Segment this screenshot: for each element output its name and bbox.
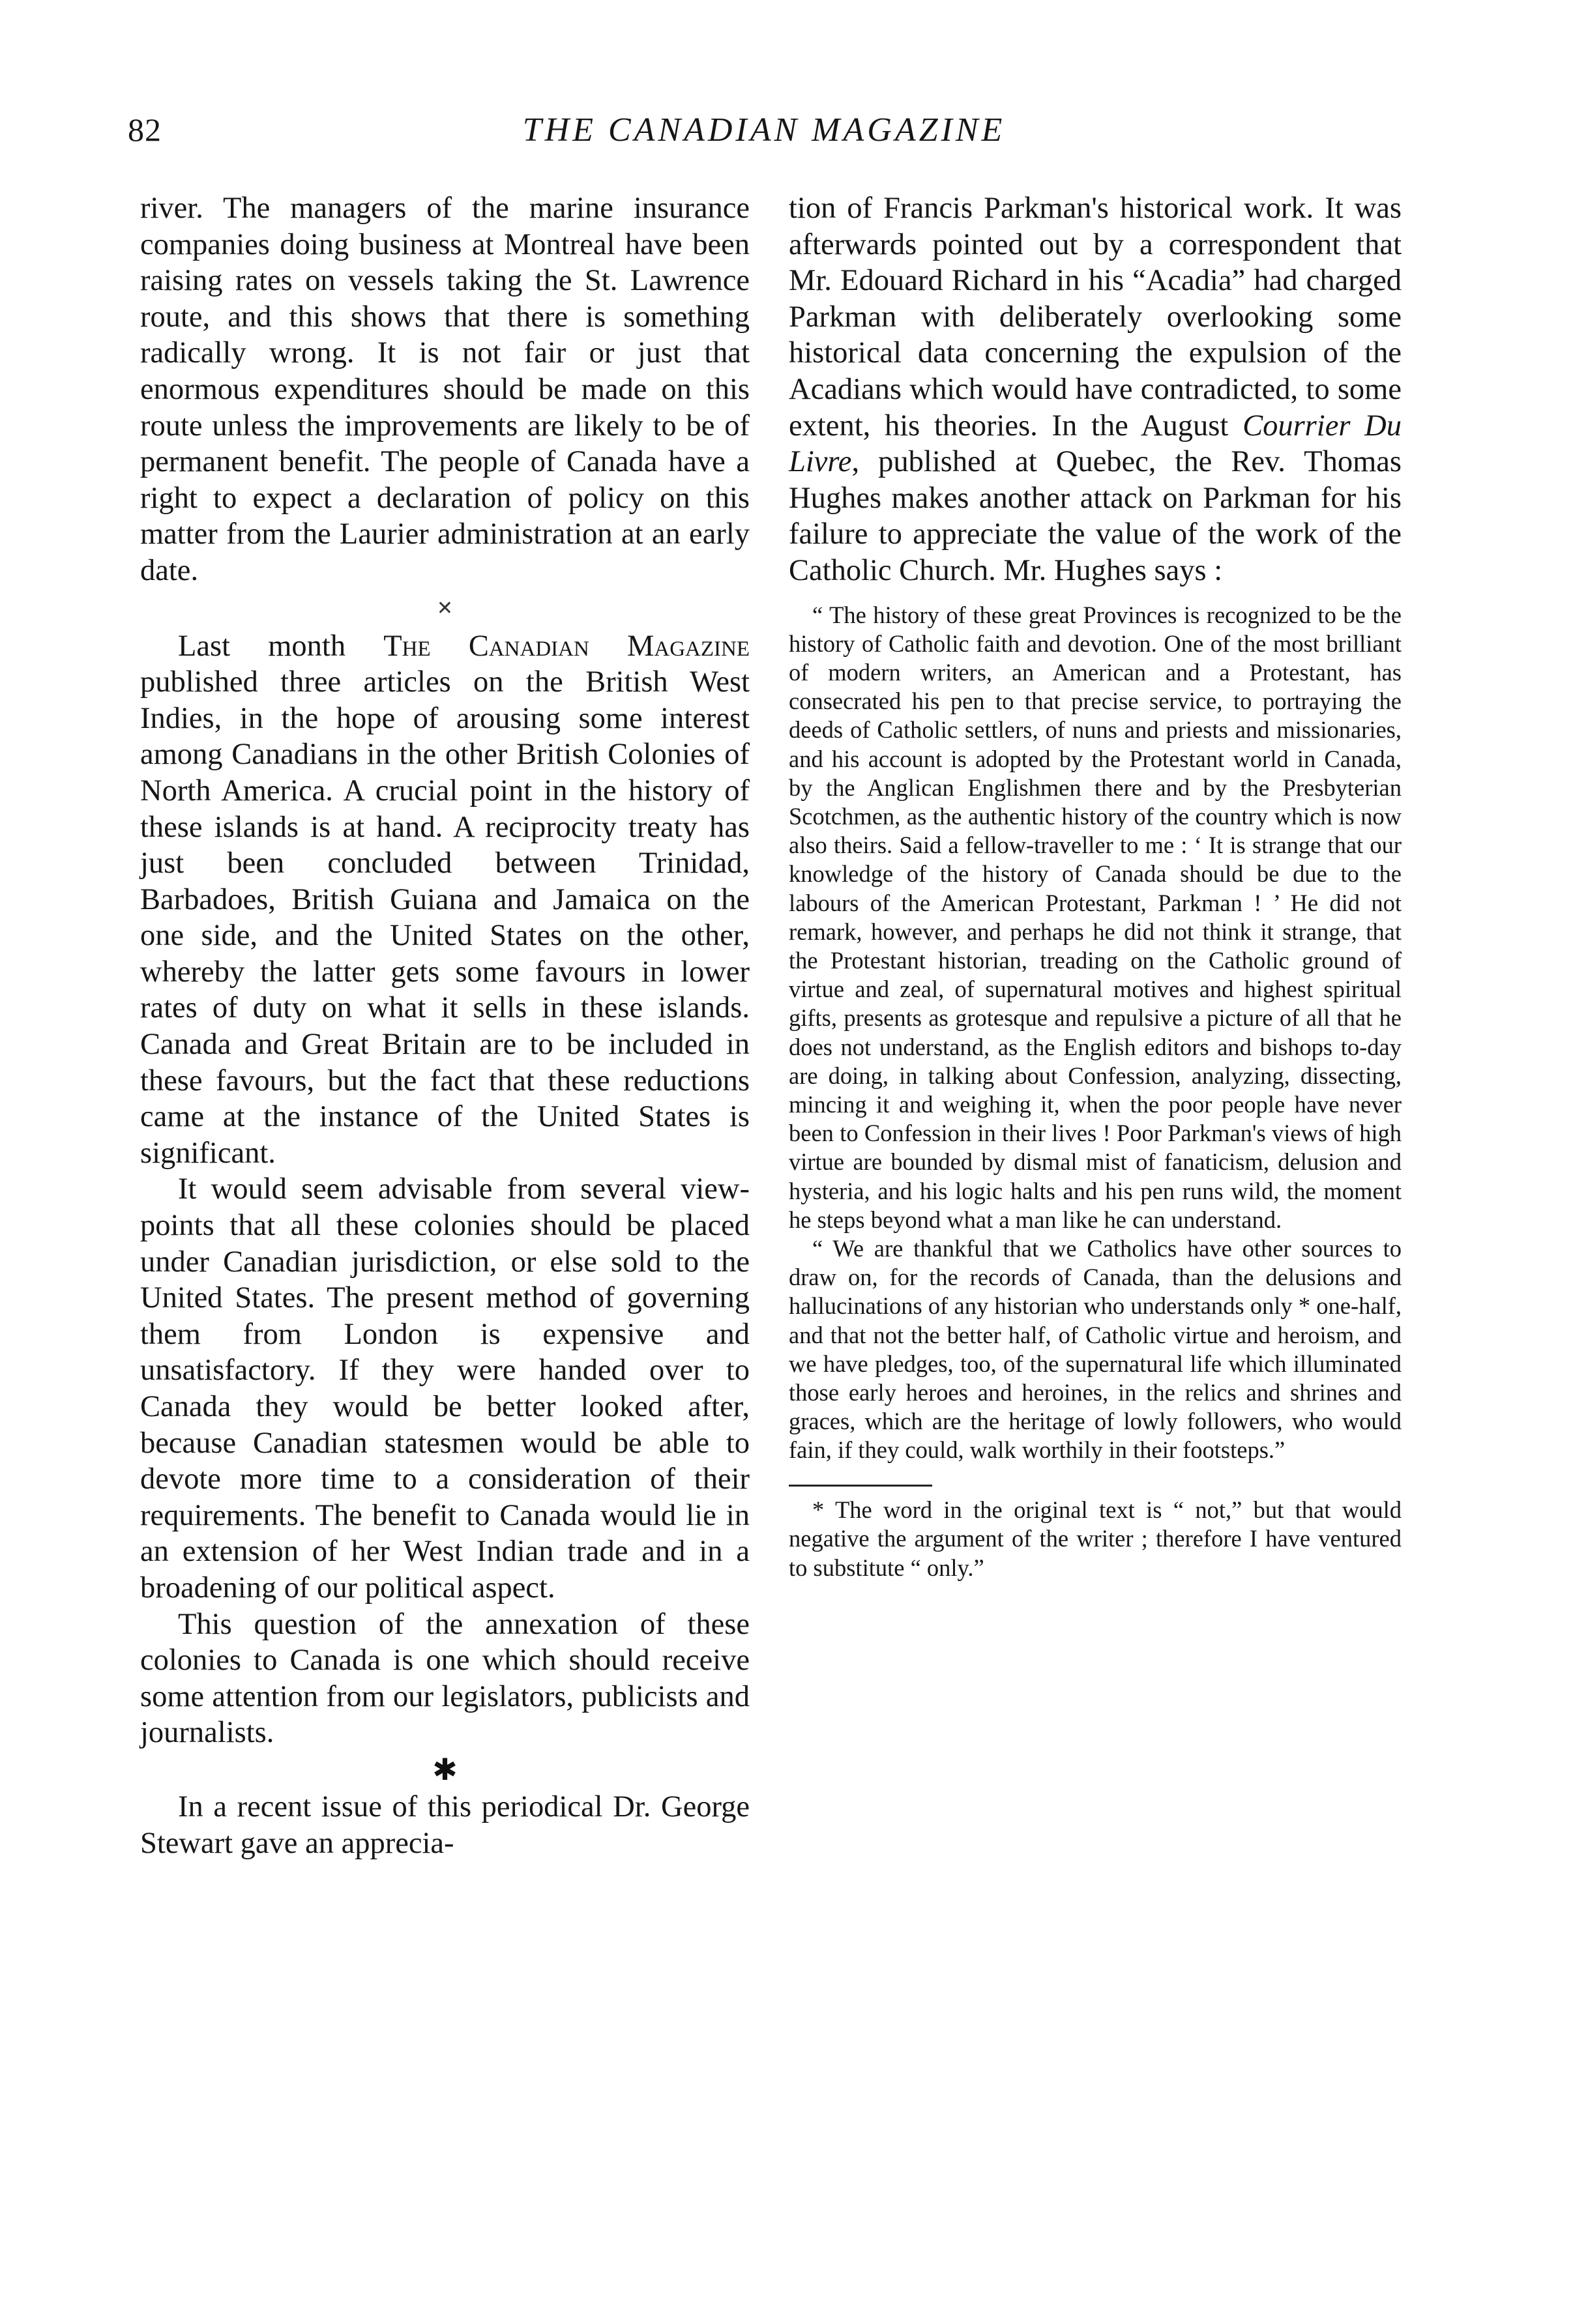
page-number: 82 <box>128 111 162 148</box>
paragraph-parkman-intro: In a recent issue of this periodical Dr. George Stewart gave an apprecia- <box>140 1790 750 1860</box>
text-fragment: Last month <box>178 629 384 663</box>
running-head: THE CANADIAN MAGAZINE <box>522 111 1006 149</box>
footnote-text: * The word in the original text is “ not,” but that would negative the argument of the writer ; therefore I have ventured to substitute “ only.” <box>789 1496 1402 1581</box>
quote-paragraph-2: “ We are thankful that we Catholics have other sources to draw on, for the records of Canada, than the delusions and hallucinations of any historian who understands only * one-half, and that not the better half, of Catholic virtue and heroism, and we have pledges, too, of the supernatural life which illuminated those early heroes and heroines, in the relics and shrines and graces, which are the heritage of lowly followers, who would fain, if they could, walk worthily in their footsteps.” <box>789 1235 1402 1464</box>
text-fragment: published three articles on the British West Indies, in the hope of arousing some interest among Canadians in the other British Colonies of North America. A crucial point in the history of these islands is at hand. A reciprocity treaty has just been concluded between Trinidad, Barbadoes, British Guiana and Jamaica on the one side, and the United States on the other, whereby the latter gets some favours in lower rates of duty on what it sells in these islands. Canada and Great Britain are to be included in these favours, but the fact that these reductions came at the instance of the United States is significant. <box>140 665 750 1170</box>
spacer <box>789 589 1402 601</box>
page-header <box>128 111 1400 156</box>
paragraph-west-indies <box>140 628 750 1172</box>
paragraph-marine-insurance: river. The managers of the marine insurance companies doing business at Montreal have been raising rates on vessels taking the St. Lawrence route, and this shows that there is something radically wrong. It is not fair or just that enormous expenditures should be made on this route unless the improvements are likely to be of permanent benefit. The people of Canada have a right to expect a declaration of policy on this matter from the Laurier administration at an early date. <box>140 192 750 587</box>
text-fragment: , published at Quebec, the Rev. Thomas Hughes makes another attack on Parkman for his failure to appreciate the value of the work of the Catholic Church. Mr. Hughes says : <box>789 445 1402 587</box>
left-column <box>140 190 750 1861</box>
quote-paragraph-1: “ The history of these great Provinces is recognized to be the history of Catholic faith and devotion. One of the most brilliant of modern writers, an American and a Protestant, has consecrated his pen to that precise service, to portraying the deeds of Catholic settlers, of nuns and priests and missionaries, and his account is adopted by the Protestant world in Canada, by the Anglican Englishmen there and by the Presbyterian Scotchmen, as the authentic history of the country which is now also theirs. Said a fellow-traveller to me : ‘ It is strange that our knowledge of the history of Canada should be due to the labours of the American Protestant, Parkman ! ’ He did not remark, however, and perhaps he did not think it strange, that the Protestant historian, treading on the Catholic ground of virtue and zeal, of supernatural motives and highest spiritual gifts, presents as grotesque and repulsive a picture of all that he does not understand, as the English editors and bishops to-day are doing, in talking about Confession, analyzing, dissecting, mincing it and weighing it, when the poor people have never been to Confession in their lives ! Poor Parkman's views of high virtue are bounded by dismal mist of fanaticism, delusion and hysteria, and his logic halts and his pen runs wild, the moment he steps beyond what a man like he can understand. <box>789 601 1402 1233</box>
paragraph-annexation: This question of the annexation of these colonies to Canada is one which should receive some attention from our legislators, publicists and journalists. <box>140 1607 750 1750</box>
journal-name: Courrier Du Livre <box>789 409 1402 479</box>
section-separator: ✕ <box>436 597 454 619</box>
footnote <box>789 1496 1402 1583</box>
right-column <box>789 190 1402 1582</box>
footnote-rule <box>789 1485 932 1487</box>
paragraph-parkman-criticism <box>789 190 1402 589</box>
right-body <box>789 190 1402 589</box>
paragraph-jurisdiction: It would seem advisable from several view-points that all these colonies should be placed under Canadian jurisdiction, or else sold to the United States. The present method of governing them from London is expensive and unsatisfactory. If they were handed over to Canada they would be better looked after, because Canadian statesmen would be able to devote more time to a consideration of their requirements. The benefit to Canada would lie in an extension of her West Indian trade and in a broadening of our political aspect. <box>140 1172 750 1605</box>
block-quote <box>789 601 1402 1465</box>
text-fragment: tion of Francis Parkman's historical work. It was afterwards pointed out by a correspondent that Mr. Edouard Richard in his “Acadia” had charged Parkman with deliberately overlooking some historical data concerning the expulsion of the Acadians which would have contradicted, to some extent, his theories. In the August <box>789 192 1402 443</box>
magazine-name: The Canadian Magazine <box>383 629 750 663</box>
section-separator-star: ✱ <box>432 1752 458 1786</box>
